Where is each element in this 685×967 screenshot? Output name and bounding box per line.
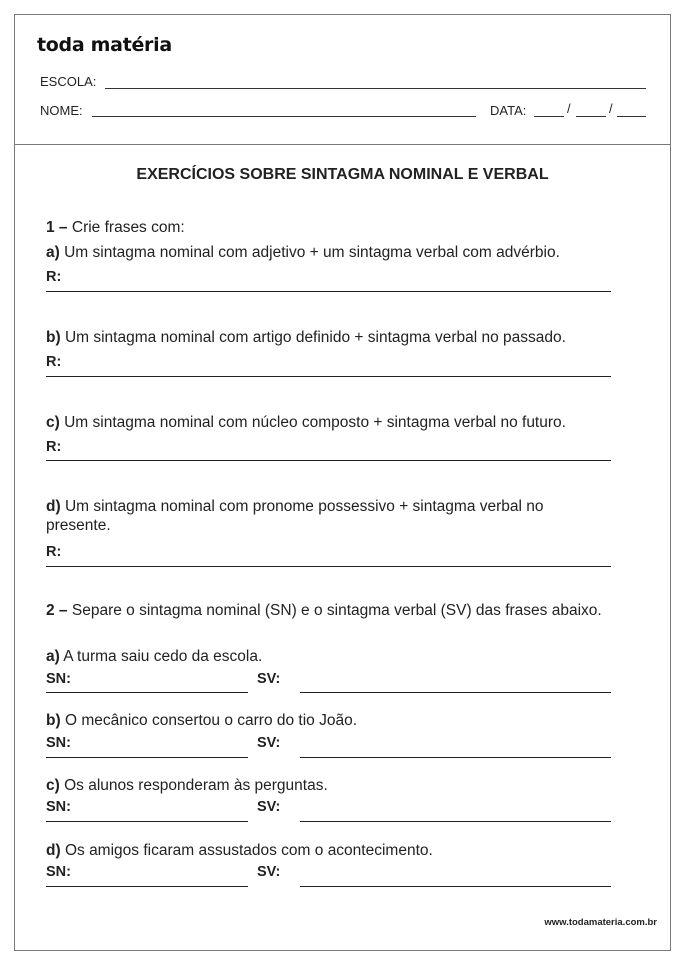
worksheet-header [15,15,670,145]
sv-answer-line-d[interactable] [300,886,611,887]
answer-line-b[interactable] [46,376,611,377]
q2-item-b [46,711,357,730]
page-title: EXERCÍCIOS SOBRE SINTAGMA NOMINAL E VERBAL [136,166,549,183]
question-number: 1 – [46,219,68,236]
item-letter: d) [46,498,61,515]
answer-label: R: [46,544,62,560]
item-letter: a) [46,244,60,261]
question-number: 2 – [46,602,68,619]
item-letter: d) [46,842,61,859]
name-label: NOME: [40,103,83,118]
item-text: Um sintagma nominal com pronome possessivo + sintagma verbal no presente. [46,498,544,534]
answer-line-c[interactable] [46,460,611,461]
school-field[interactable] [105,88,646,89]
item-letter: c) [46,414,60,431]
sn-label: SN: [46,671,71,687]
date-label: DATA: [490,103,527,118]
date-year-field[interactable] [617,116,646,117]
q1-item-a [46,243,560,262]
q2-item-c [46,776,328,795]
sv-label: SV: [257,671,281,687]
school-label: ESCOLA: [40,74,97,89]
item-text: Um sintagma nominal com artigo definido + sintagma verbal no passado. [64,329,566,346]
item-text: Os alunos responderam às perguntas. [64,777,328,794]
sn-answer-line-d[interactable] [46,886,248,887]
sv-label: SV: [257,735,281,751]
q2-item-a [46,647,262,666]
answer-label: R: [46,354,62,370]
date-month-field[interactable] [576,116,606,117]
sv-label: SV: [257,799,281,815]
q1-item-b [46,328,566,347]
item-text: A turma saiu cedo da escola. [63,648,263,665]
sv-answer-line-c[interactable] [300,821,611,822]
worksheet [14,14,671,951]
item-letter: b) [46,712,61,729]
q1-item-d [46,497,606,535]
item-text: Os amigos ficaram assustados com o acontecimento. [64,842,433,859]
item-letter: b) [46,329,61,346]
sv-answer-line-b[interactable] [300,757,611,758]
answer-label: R: [46,439,62,455]
q1-item-c [46,413,566,432]
question-1 [46,218,185,237]
question-prompt: Separe o sintagma nominal (SN) e o sintagma verbal (SV) das frases abaixo. [71,602,602,619]
item-letter: a) [46,648,60,665]
answer-label: R: [46,269,62,285]
item-text: Um sintagma nominal com adjetivo + um sintagma verbal com advérbio. [64,244,560,261]
date-separator: / [567,101,571,116]
item-text: O mecânico consertou o carro do tio João. [64,712,358,729]
answer-line-a[interactable] [46,291,611,292]
logo: toda matéria [37,34,172,56]
answer-line-d[interactable] [46,566,611,567]
sn-label: SN: [46,864,71,880]
sv-answer-line-a[interactable] [300,692,611,693]
sn-answer-line-c[interactable] [46,821,248,822]
sn-label: SN: [46,735,71,751]
date-day-field[interactable] [534,116,564,117]
sn-answer-line-a[interactable] [46,692,248,693]
sn-answer-line-b[interactable] [46,757,248,758]
q2-item-d [46,841,433,860]
footer-url: www.todamateria.com.br [544,917,657,928]
item-text: Um sintagma nominal com núcleo composto + sintagma verbal no futuro. [64,414,566,431]
question-2 [46,601,606,620]
sn-label: SN: [46,799,71,815]
name-field[interactable] [92,116,476,117]
sv-label: SV: [257,864,281,880]
question-prompt: Crie frases com: [71,219,185,236]
date-separator: / [609,101,613,116]
item-letter: c) [46,777,60,794]
